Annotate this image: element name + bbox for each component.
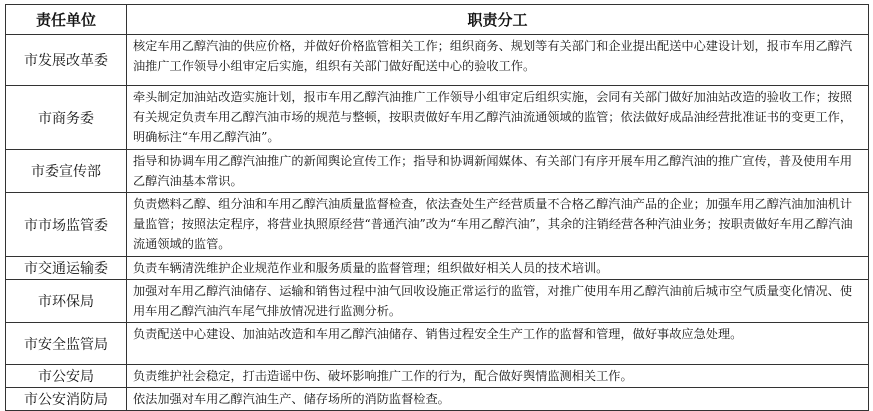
duty-cell: 加强对车用乙醇汽油储存、运输和销售过程中油气回收设施正常运行的监管，对推广使用车用乙醇汽油前后城市空气质量变化情况、使用车用乙醇汽油汽车尾气排放情况进行监测分析。 <box>127 280 869 323</box>
table-row <box>6 388 869 411</box>
duty-cell: 负责配送中心建设、加油站改造和车用乙醇汽油储存、销售过程安全生产工作的监督和管理，做好事故应急处理。 <box>127 323 869 365</box>
table-row <box>6 323 869 365</box>
unit-cell: 市商务委 <box>6 86 127 150</box>
duty-cell: 牵头制定加油站改造实施计划，报市车用乙醇汽油推广工作领导小组审定后组织实施，会同有关部门做好加油站改造的验收工作；按照有关规定负责车用乙醇汽油市场的规范与整顿，按职责做好车用乙醇汽油流通领域的监管；依法做好成品油经营批准证书的变更工作，明确标注“车用乙醇汽油”。 <box>127 86 869 150</box>
unit-cell: 市公安消防局 <box>6 388 127 411</box>
duty-cell: 核定车用乙醇汽油的供应价格，并做好价格监管相关工作；组织商务、规划等有关部门和企业提出配送中心建设计划，报市车用乙醇汽油推广工作领导小组审定后实施，组织有关部门做好配送中心的验收工作。 <box>127 35 869 86</box>
header-unit: 责任单位 <box>6 5 127 35</box>
unit-cell: 市公安局 <box>6 365 127 388</box>
table-row <box>6 280 869 323</box>
duty-cell: 负责燃料乙醇、组分油和车用乙醇汽油质量监督检查，依法查处生产经营质量不合格乙醇汽油产品的企业；加强车用乙醇汽油加油机计量监管；按照法定程序，将营业执照原经营“普通汽油”改为“车用乙醇汽油”，其余的注销经营各种汽油业务；按职责做好车用乙醇汽油流通领域的监管。 <box>127 193 869 257</box>
responsibility-table <box>5 4 869 411</box>
header-duty: 职责分工 <box>127 5 869 35</box>
table-row <box>6 86 869 150</box>
table-row <box>6 365 869 388</box>
table-row <box>6 150 869 193</box>
table-header-row <box>6 5 869 35</box>
unit-cell: 市发展改革委 <box>6 35 127 86</box>
unit-cell: 市委宣传部 <box>6 150 127 193</box>
unit-cell: 市市场监管委 <box>6 193 127 257</box>
table-row <box>6 193 869 257</box>
duty-cell: 负责车辆清洗维护企业规范作业和服务质量的监督管理；组织做好相关人员的技术培训。 <box>127 257 869 280</box>
unit-cell: 市环保局 <box>6 280 127 323</box>
table-row <box>6 257 869 280</box>
duty-cell: 负责维护社会稳定，打击造谣中伤、破坏影响推广工作的行为，配合做好舆情监测相关工作。 <box>127 365 869 388</box>
duty-cell: 依法加强对车用乙醇汽油生产、储存场所的消防监督检查。 <box>127 388 869 411</box>
unit-cell: 市安全监管局 <box>6 323 127 365</box>
duty-cell: 指导和协调车用乙醇汽油推广的新闻舆论宣传工作；指导和协调新闻媒体、有关部门有序开展车用乙醇汽油的推广宣传，普及使用车用乙醇汽油基本常识。 <box>127 150 869 193</box>
unit-cell: 市交通运输委 <box>6 257 127 280</box>
table-row <box>6 35 869 86</box>
